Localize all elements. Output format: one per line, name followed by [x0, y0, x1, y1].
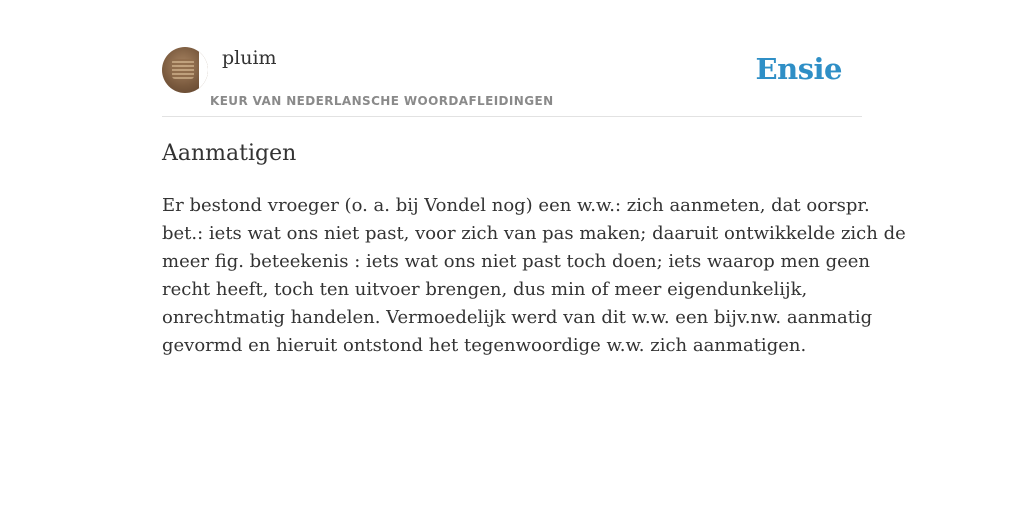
source-link[interactable]: KEUR VAN NEDERLANSCHE WOORDAFLEIDINGEN	[210, 94, 554, 108]
entry-body-line: Er bestond vroeger (o. a. bij Vondel nog) een w.w.: zich aanmeten, dat oorspr.	[162, 195, 870, 216]
avatar-crop	[199, 47, 208, 93]
entry-title: Aanmatigen	[162, 141, 297, 166]
avatar-image	[172, 59, 194, 79]
entry-body-line: gevormd en hieruit ontstond het tegenwoordige w.w. zich aanmatigen.	[162, 335, 807, 356]
user-avatar-icon[interactable]	[162, 47, 208, 93]
username-link[interactable]: pluim	[222, 47, 277, 69]
entry-body-line: onrechtmatig handelen. Vermoedelijk werd van dit w.w. een bijv.nw. aanmatig	[162, 307, 873, 328]
brand-logo[interactable]: Ensie	[755, 52, 842, 86]
entry-body-line: meer fig. beteekenis : iets wat ons niet past toch doen; iets waarop men geen	[162, 251, 870, 272]
entry-body-line: bet.: iets wat ons niet past, voor zich van pas maken; daaruit ontwikkelde zich de	[162, 223, 906, 244]
entry-body-line: recht heeft, toch ten uitvoer brengen, dus min of meer eigendunkelijk,	[162, 279, 808, 300]
entry-body	[162, 192, 906, 360]
entry-header	[162, 0, 862, 117]
entry-card	[162, 0, 906, 356]
